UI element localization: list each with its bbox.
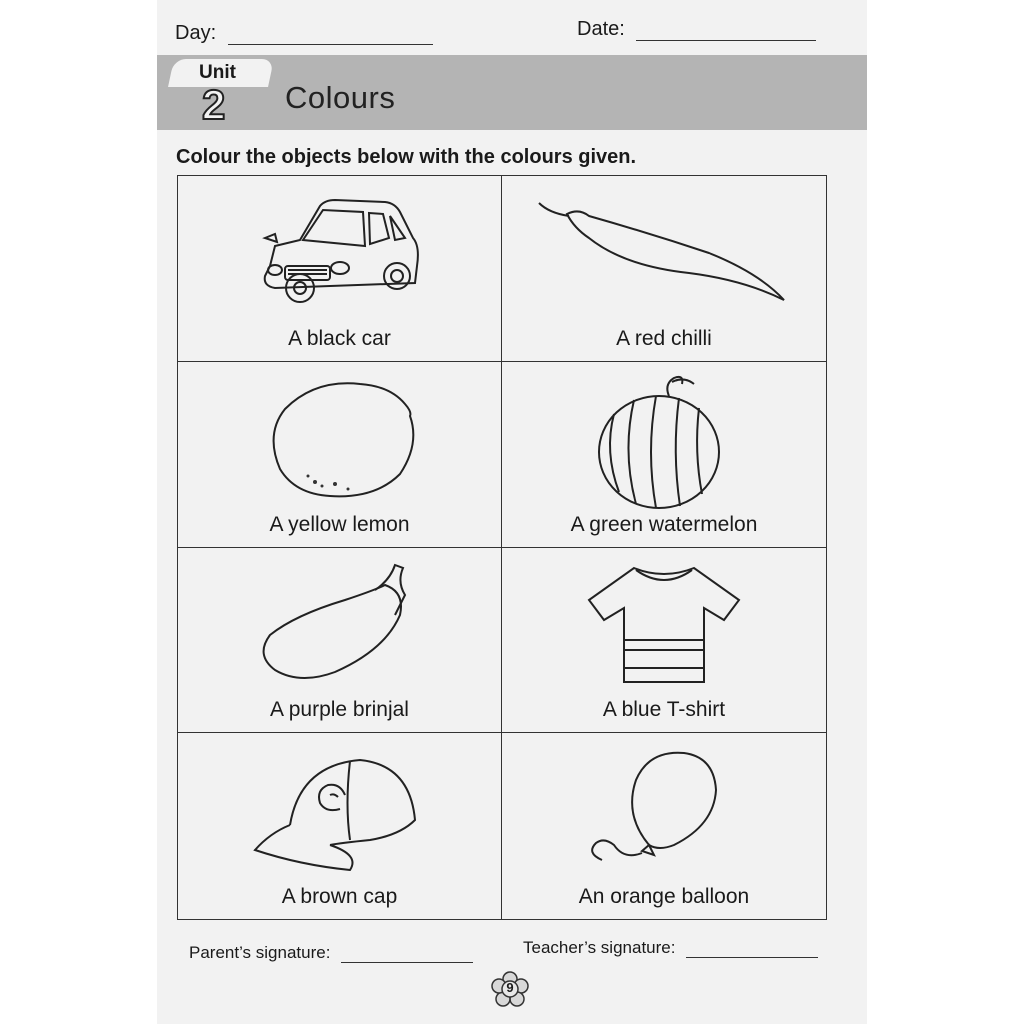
day-line bbox=[228, 44, 433, 45]
teacher-signature-line bbox=[686, 957, 818, 958]
parent-signature-line bbox=[341, 962, 473, 963]
lemon-icon bbox=[260, 374, 420, 504]
day-label: Day: bbox=[175, 22, 217, 44]
item-label: A black car bbox=[288, 326, 391, 350]
balloon-icon bbox=[574, 745, 754, 880]
teacher-signature-label: Teacher’s signature: bbox=[523, 938, 676, 957]
unit-number: 2 bbox=[202, 81, 226, 128]
date-line bbox=[636, 40, 816, 41]
item-cell-car bbox=[178, 176, 502, 362]
item-cell-watermelon bbox=[502, 362, 826, 548]
page-number: 9 bbox=[506, 980, 514, 995]
watermelon-icon bbox=[584, 374, 744, 509]
date-field bbox=[577, 18, 816, 41]
unit-label: Unit bbox=[199, 62, 236, 83]
parent-signature-field bbox=[189, 943, 473, 963]
cap-icon bbox=[250, 745, 430, 875]
car-icon bbox=[255, 188, 425, 318]
chilli-icon bbox=[529, 188, 799, 308]
item-label: A brown cap bbox=[281, 885, 398, 908]
teacher-signature-field bbox=[523, 938, 818, 958]
brinjal-icon bbox=[255, 560, 425, 690]
item-cell-tshirt bbox=[502, 548, 826, 734]
item-label: A blue T-shirt bbox=[602, 698, 726, 722]
page-number-badge bbox=[490, 971, 530, 1007]
item-label: A red chilli bbox=[616, 326, 712, 350]
colouring-grid bbox=[177, 175, 827, 920]
item-cell-chilli bbox=[502, 176, 826, 362]
instruction-text: Colour the objects below with the colours given. bbox=[176, 146, 637, 168]
unit-title: Colours bbox=[285, 80, 396, 115]
item-label: A purple brinjal bbox=[270, 698, 409, 722]
item-label: An orange balloon bbox=[578, 885, 750, 908]
item-cell-balloon bbox=[502, 733, 826, 919]
item-cell-brinjal bbox=[178, 548, 502, 734]
item-label: A green watermelon bbox=[570, 512, 758, 536]
item-cell-lemon bbox=[178, 362, 502, 548]
item-label: A yellow lemon bbox=[269, 512, 410, 536]
date-label: Date: bbox=[577, 18, 625, 40]
parent-signature-label: Parent’s signature: bbox=[189, 943, 331, 962]
worksheet-page bbox=[157, 0, 867, 1024]
tshirt-icon bbox=[574, 560, 754, 690]
item-cell-cap bbox=[178, 733, 502, 919]
day-field bbox=[175, 22, 433, 45]
